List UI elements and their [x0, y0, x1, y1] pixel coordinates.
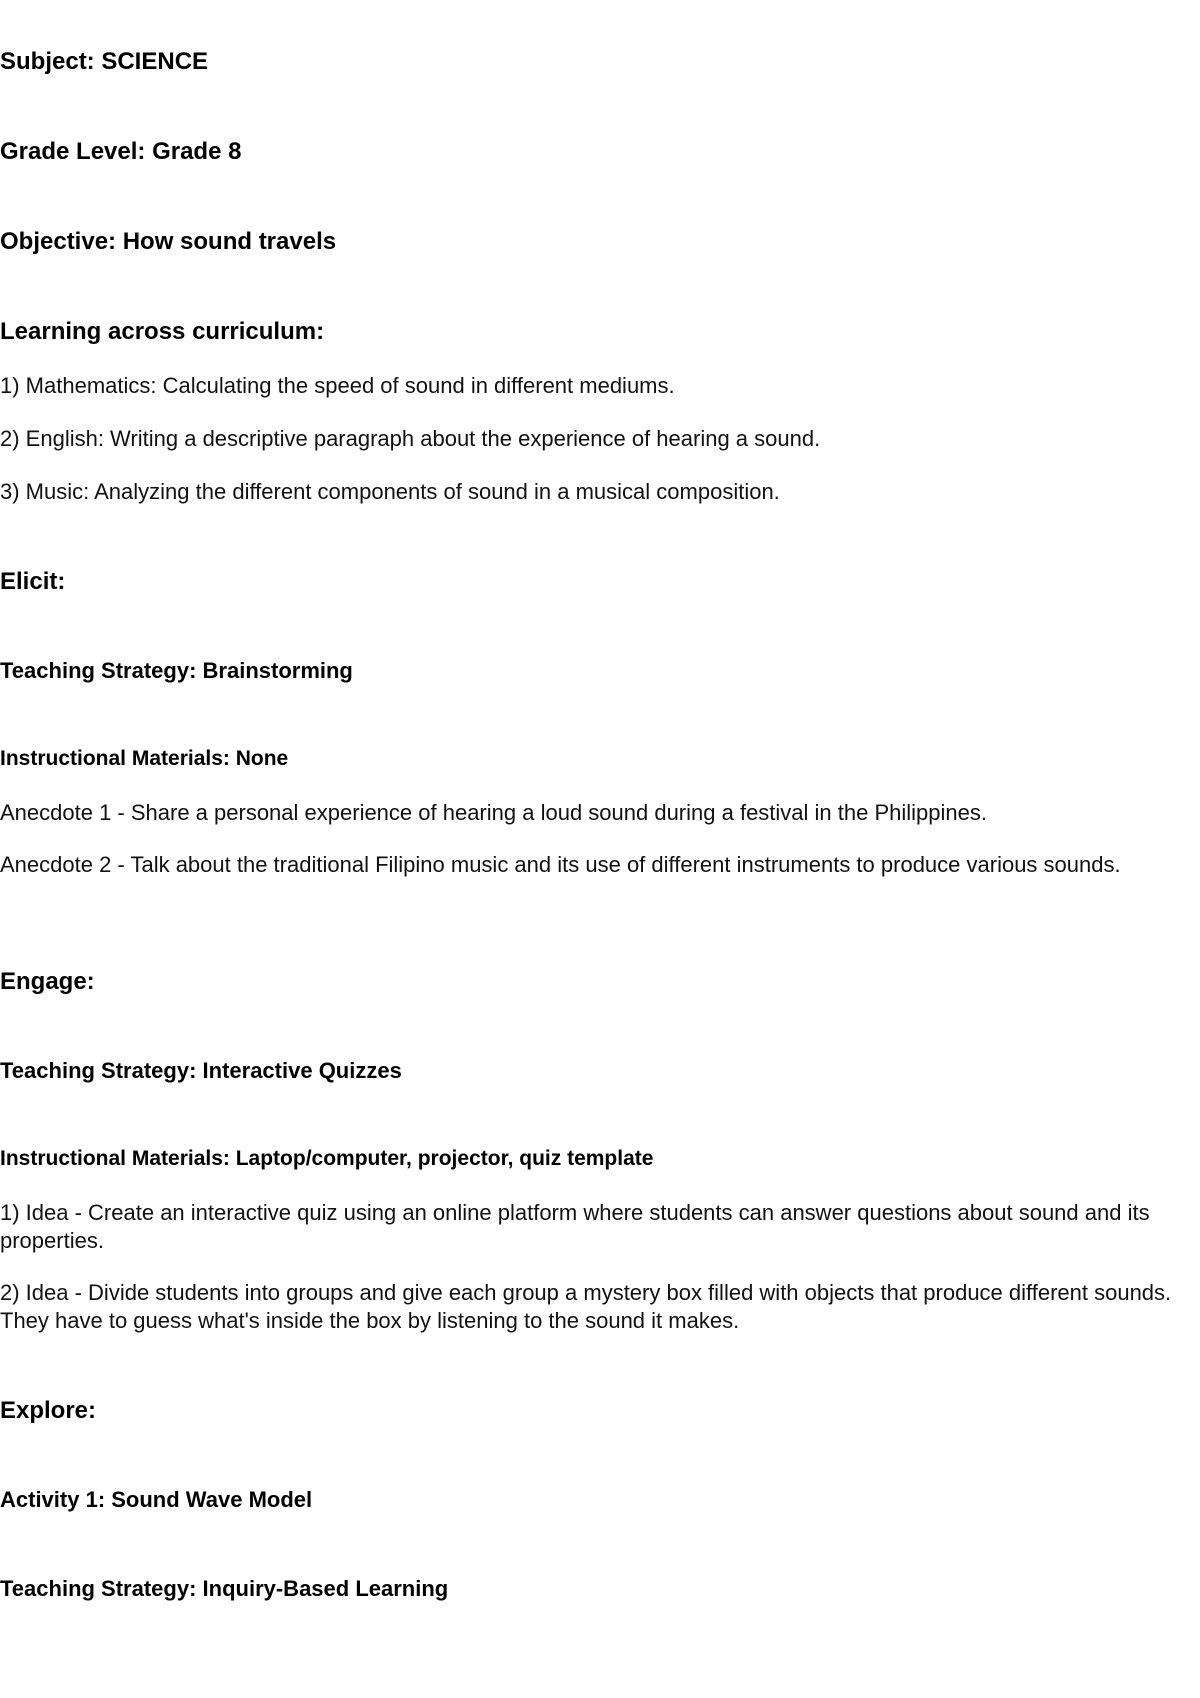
curriculum-heading: Learning across curriculum: — [0, 318, 325, 345]
elicit-anecdote-1: Anecdote 1 - Share a personal experience of hearing a loud sound during a festival in the Philippines. — [0, 800, 987, 825]
curriculum-item-math: 1) Mathematics: Calculating the speed of sound in different mediums. — [0, 373, 675, 398]
elicit-strategy: Teaching Strategy: Brainstorming — [0, 658, 353, 683]
engage-materials: Instructional Materials: Laptop/computer, projector, quiz template — [0, 1147, 654, 1170]
grade-level-heading: Grade Level: Grade 8 — [0, 138, 242, 165]
engage-idea-1: 1) Idea - Create an interactive quiz using an online platform where students can answer questions about sound and its properties. — [0, 1200, 1150, 1253]
objective-heading: Objective: How sound travels — [0, 228, 337, 255]
engage-idea-2: 2) Idea - Divide students into groups and give each group a mystery box filled with objects that produce different sounds. They have to guess what's inside the box by listening to the sound it makes. — [0, 1280, 1172, 1333]
engage-strategy: Teaching Strategy: Interactive Quizzes — [0, 1058, 402, 1083]
explore-activity: Activity 1: Sound Wave Model — [0, 1487, 313, 1512]
elicit-heading: Elicit: — [0, 568, 66, 595]
curriculum-item-english: 2) English: Writing a descriptive paragraph about the experience of hearing a sound. — [0, 426, 821, 451]
subject-heading: Subject: SCIENCE — [0, 48, 209, 75]
engage-heading: Engage: — [0, 968, 95, 995]
explore-heading: Explore: — [0, 1397, 97, 1424]
elicit-materials: Instructional Materials: None — [0, 747, 289, 770]
explore-strategy: Teaching Strategy: Inquiry-Based Learning — [0, 1576, 449, 1601]
elicit-anecdote-2: Anecdote 2 - Talk about the traditional Filipino music and its use of different instruments to produce various sounds. — [0, 852, 1121, 877]
curriculum-item-music: 3) Music: Analyzing the different components of sound in a musical composition. — [0, 479, 780, 504]
